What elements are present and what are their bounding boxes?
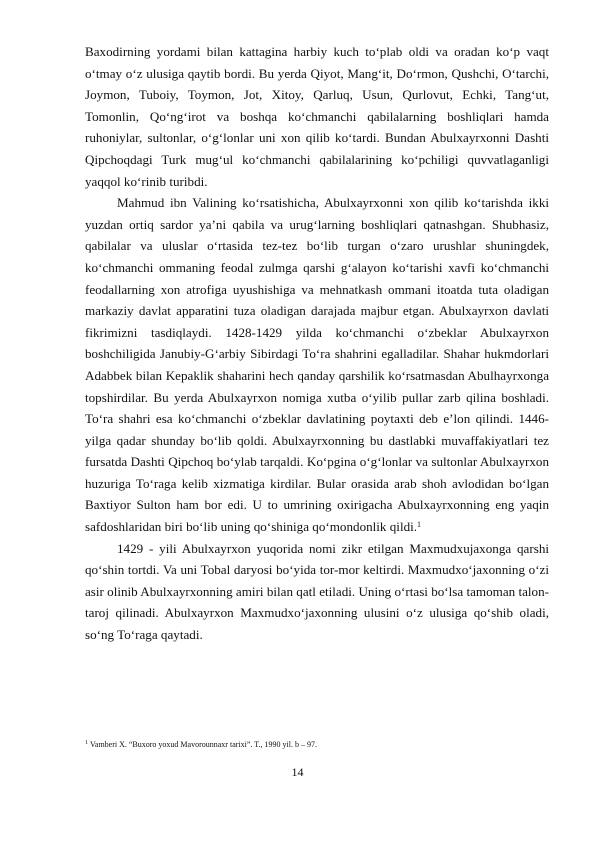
body-text [85, 41, 549, 646]
paragraph-1-text: Baxodirning yordami bilan kattagina harbiy kuch to‘plab oldi va oradan ko‘p vaqt o‘tmay o‘z ulusiga qaytib bordi. Bu yerda Qiyot, Mang‘it, Do‘rmon, Qushchi, O‘tarchi, Joymon, Tuboiy, Toymon, Jot, Xitoy, Qarluq, Usun, Qurlovut, Echki, Tang‘ut, Tomonlin, Qo‘ng‘irot va boshqa ko‘chmanchi qabilalarning boshliqlari hamda ruhoniylar, sultonlar, o‘g‘lonlar uni xon qilib ko‘tardi. Bundan Abulxayrxonni Dashti Qipchoqdagi Turk mug‘ul ko‘chmanchi qabilalarining ko‘pchiligi quvvatlaganligi yaqqol ko‘rinib turibdi. [85, 44, 549, 189]
page-number: 14 [291, 765, 304, 779]
paragraph-1 [85, 41, 549, 192]
footnote-text: Vamberi X. “Buxoro yoxud Mavorounnaxr tarixi”. T., 1990 yil. b – 97. [90, 740, 317, 749]
footnote-marker: 1 [85, 740, 88, 746]
paragraph-3-text: 1429 - yili Abulxayrxon yuqorida nomi zikr etilgan Maxmudxujaxonga qarshi qo‘shin tortdi. Va uni Tobal daryosi bo‘yida tor-mor keltirdi. Maxmudxo‘jaxonning o‘zi asir olinib Abulxayrxonning amiri bilan qatl etiladi. Uning o‘rtasi bo‘lsa tamoman talon-taroj qilinadi. Abulxayrxon Maxmudxo‘jaxonning ulusini o‘z ulusiga qo‘shib oladi, so‘ng To‘raga qaytadi. [85, 540, 550, 643]
paragraph-2-text: Mahmud ibn Valining ko‘rsatishicha, Abulxayrxonni xon qilib ko‘tarishda ikki yuzdan ortiq sardor ya’ni qabila va urug‘larning boshliqlari qatnashgan. Shubhasiz, qabilalar va uluslar o‘rtasida tez-tez bo‘lib turgan o‘zaro urushlar shuningdek, ko‘chmanchi ommaning feodal zulmga qarshi g‘alayon ko‘tarishi xavfi ko‘chmanchi feodallarning xon atrofiga uyushishiga va mehnatkash ommani itoatda tuta oladigan markaziy davlat apparatini tuza oladigan darajada majbur etgan. Abulxayrxon davlati fikrimizni tasdiqlaydi. 1428-1429 yilda ko‘chmanchi o‘zbeklar Abulxayrxon boshchiligida Janubiy-G‘arbiy Sibirdagi To‘ra shahrini egalladilar. Shahar hukmdorlari Adabbek bilan Kepaklik shaharini hech qanday qarshilik ko‘rsatmasdan Abulhayrxonga topshirdilar. Bu yerda Abulxayrxon nomiga xutba o‘yilib pullar zarb qilina boshladi. To‘ra shahri esa ko‘chmanchi o‘zbeklar davlatining poytaxti deb e’lon qilindi. 1446-yilga qadar shunday bo‘lib qoldi. Abulxayrxonning bu dastlabki muvaffakiyatlari tez fursatda Dashti Qipchoq bo‘ylab tarqaldi. Ko‘pgina o‘g‘lonlar va sultonlar Abulxayrxon huzuriga To‘raga kelib xizmatiga kirdilar. Bular orasida arab shoh avlodidan bo‘lgan Baxtiyor Sulton ham bor edi. U to umrining oxirigacha Abulxayrxonning eng yaqin safdoshlaridan biri bo‘lib uning qo‘shiniga qo‘mondonlik qildi. [85, 195, 549, 535]
paragraph-2 [85, 192, 549, 538]
footnote-reference[interactable]: 1 [417, 520, 422, 530]
footnote [85, 740, 549, 750]
paragraph-3 [85, 538, 549, 646]
